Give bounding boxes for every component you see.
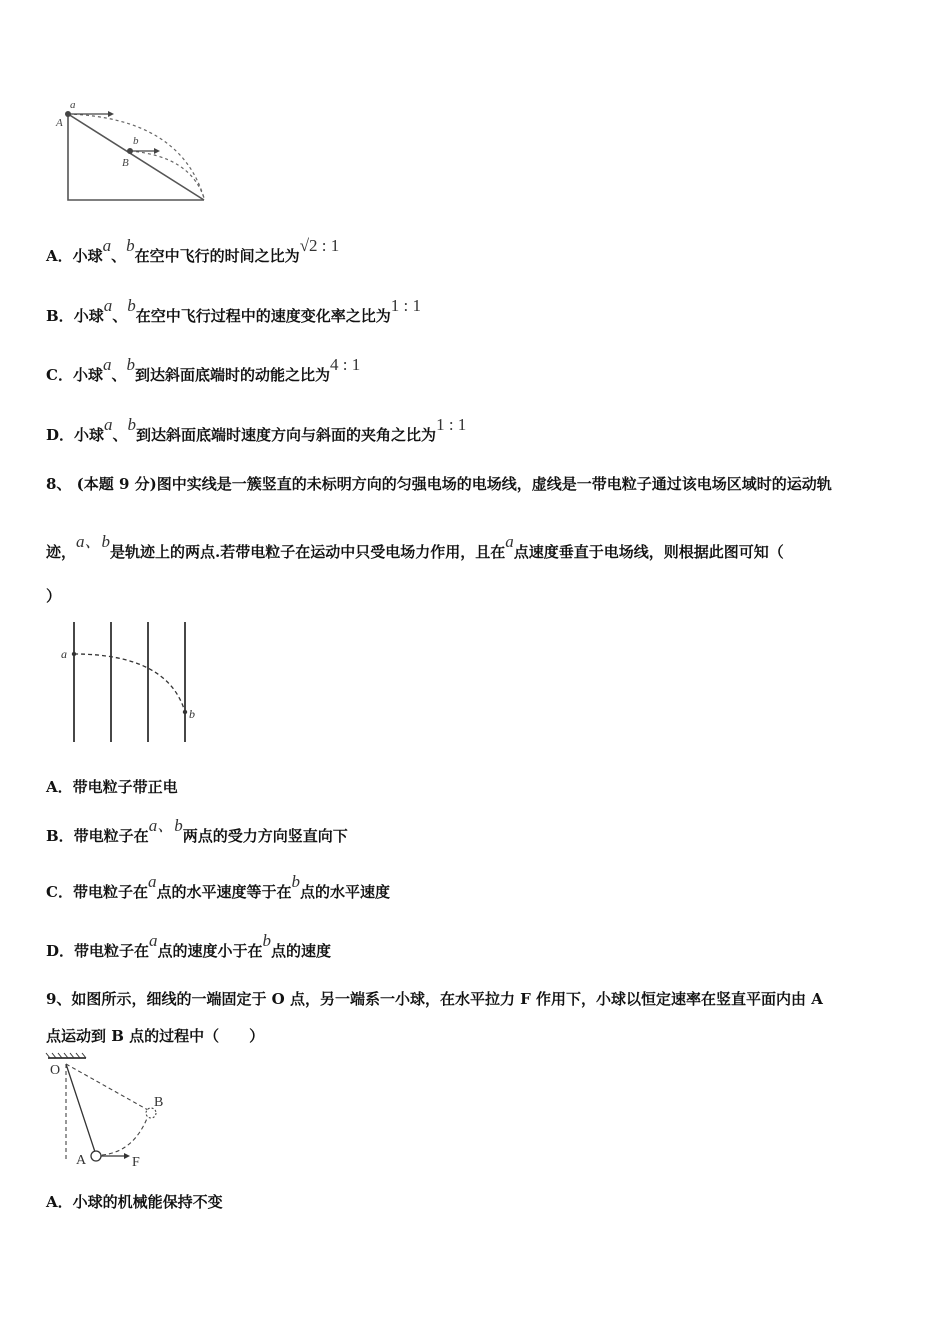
- label-a: a: [61, 647, 67, 661]
- label-B: B: [154, 1095, 164, 1110]
- q9-pendulum-figure: [44, 1052, 184, 1172]
- q8-stem-line1: 8、 (本题 9 分)图中实线是一簇竖直的未标明方向的匀强电场的电场线，虚线是一带电粒子通过该电场区域时的运动轨: [46, 475, 832, 493]
- label-F: F: [132, 1155, 140, 1170]
- q7-option-a: A．小球a、b在空中飞行的时间之比为√2 : 1: [46, 236, 340, 265]
- q7-option-b: B．小球a、b在空中飞行过程中的速度变化率之比为1 : 1: [46, 296, 421, 325]
- q7-option-c: C．小球a、b到达斜面底端时的动能之比为4 : 1: [46, 355, 361, 384]
- q7-incline-figure: [50, 98, 220, 208]
- q8-option-d: D．带电粒子在a点的速度小于在b点的速度: [46, 931, 332, 960]
- q9-stem-line2: 点运动到 B 点的过程中（ ）: [46, 1027, 265, 1045]
- q9-option-a: A．小球的机械能保持不变: [46, 1193, 223, 1211]
- q8-stem-line3: ）: [46, 587, 62, 605]
- q7-option-d: D．小球a、b到达斜面底端时速度方向与斜面的夹角之比为1 : 1: [46, 415, 467, 444]
- q8-stem-line2: 迹，a、b是轨迹上的两点.若带电粒子在运动中只受电场力作用，且在a点速度垂直于电场线，则根据此图可知（: [46, 532, 784, 561]
- label-O: O: [50, 1063, 61, 1078]
- label-b: b: [133, 135, 139, 147]
- label-B: B: [122, 157, 129, 169]
- label-b: b: [189, 707, 195, 721]
- q8-option-c: C．带电粒子在a点的水平速度等于在b点的水平速度: [46, 872, 390, 901]
- label-a: a: [70, 99, 76, 111]
- label-A: A: [56, 117, 63, 129]
- q9-stem-line1: 9、如图所示，细线的一端固定于 O 点，另一端系一小球，在水平拉力 F 作用下，小球以恒定速率在竖直平面内由 A: [46, 990, 823, 1008]
- label-A: A: [76, 1153, 87, 1168]
- q8-field-figure: [58, 618, 208, 746]
- q8-option-b: B．带电粒子在a、b两点的受力方向竖直向下: [46, 816, 348, 845]
- q8-option-a: A．带电粒子带正电: [46, 778, 178, 796]
